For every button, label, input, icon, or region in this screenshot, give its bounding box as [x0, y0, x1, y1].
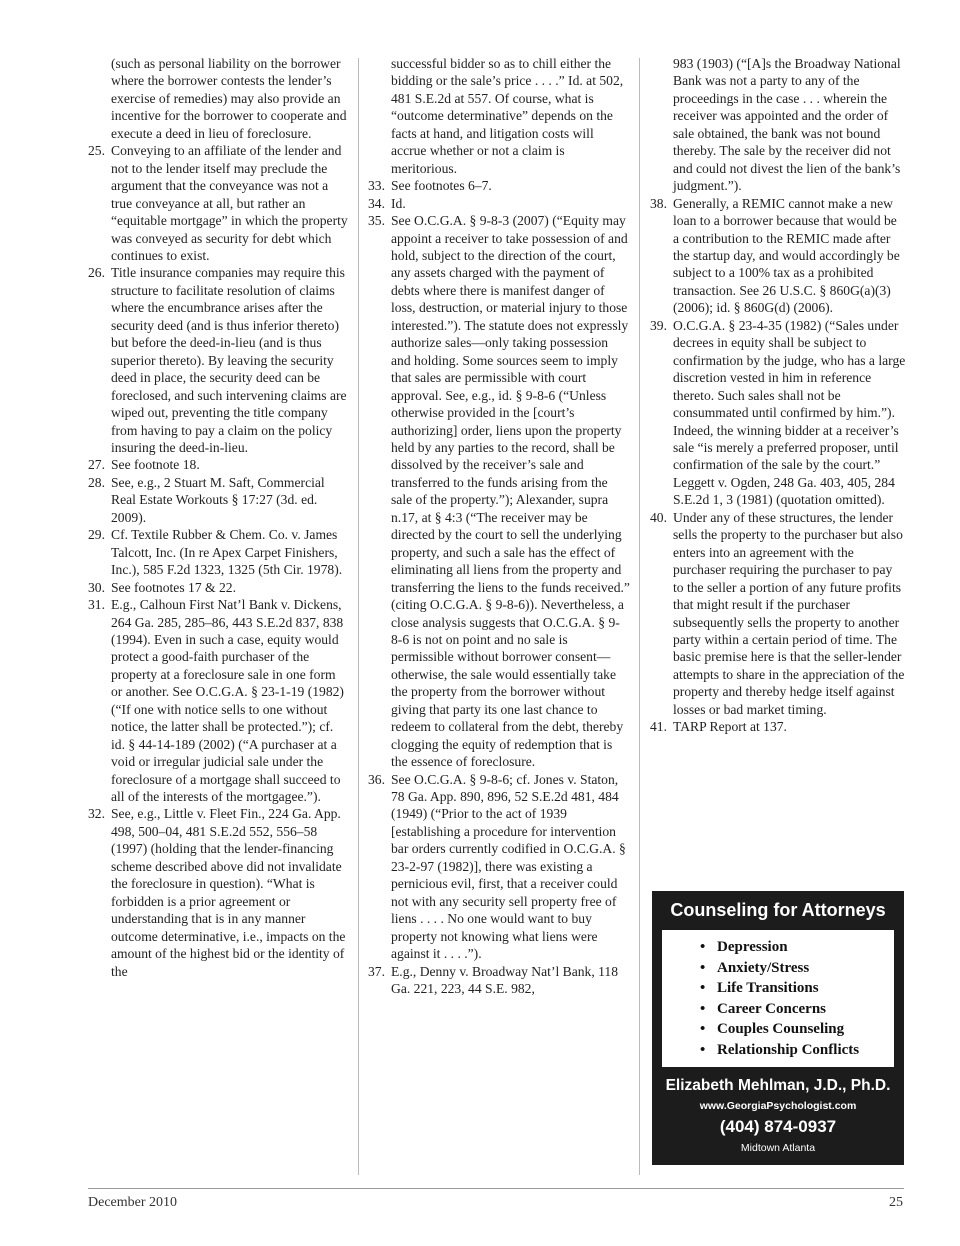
footnote-number: 30.: [88, 579, 105, 595]
ad-service-item: [700, 999, 859, 1020]
footnote-35: [368, 212, 630, 771]
footnote-number: 33.: [368, 178, 385, 194]
ad-service-item: [700, 1040, 859, 1061]
footnote-text: See footnotes 17 & 22.: [111, 579, 236, 595]
footnote-text: Id.: [391, 195, 406, 211]
ad-service-item: [700, 958, 859, 979]
counseling-advertisement: [652, 891, 904, 1165]
footnote-29: [88, 526, 350, 578]
footnote-number: 38.: [650, 195, 667, 211]
footnote-number: 25.: [88, 143, 105, 159]
ad-service-label: Relationship Conflicts: [717, 1041, 860, 1058]
ad-service-label: Life Transitions: [717, 980, 819, 997]
column-divider: [358, 58, 359, 1175]
footnote-31: [88, 596, 350, 805]
footnote-41: [650, 718, 906, 735]
footnote-text: See footnote 18.: [111, 457, 200, 473]
ad-services-list: [700, 937, 859, 1061]
footnote-30: [88, 579, 350, 596]
footnote-32: [88, 805, 350, 980]
footnote-34: [368, 195, 630, 212]
footnote-33: [368, 177, 630, 194]
footnote-40: [650, 509, 906, 718]
footnote-number: 35.: [368, 213, 385, 229]
footnote-number: 26.: [88, 265, 105, 281]
ad-service-label: Career Concerns: [717, 1000, 826, 1017]
footnote-text: O.C.G.A. § 23-4-35 (1982) (“Sales under decrees in equity shall be subject to confirmation by the judge, who has a large discretion vested in him in reference thereto. Such sales shall not be consummated until confirmed by him.”). Indeed, the winning bidder at a receiver’s sale “is merely a preferred proposer, until confirmation of the sale by the court.” Leggett v. Ogden, 248 Ga. 403, 405, 284 S.E.2d 1, 3 (1981) (quotation omitted).: [673, 317, 906, 508]
footnote-number: 40.: [650, 509, 667, 525]
footnote-number: 41.: [650, 719, 667, 735]
issue-date: December 2010: [88, 1195, 178, 1210]
ad-website: www.GeorgiaPsychologist.com: [699, 1100, 857, 1112]
ad-service-label: Couples Counseling: [717, 1021, 845, 1038]
footnote-38: [650, 195, 906, 317]
ad-phone: (404) 874-0937: [719, 1117, 837, 1136]
ad-service-label: Depression: [717, 939, 788, 955]
page-number: 25: [889, 1195, 903, 1210]
footnote-number: 39.: [650, 317, 667, 333]
footnote-36: [368, 771, 630, 963]
bullet-icon: •: [700, 980, 706, 997]
ad-counselor-name: Elizabeth Mehlman, J.D., Ph.D.: [665, 1077, 891, 1094]
bullet-icon: •: [700, 1021, 706, 1038]
footnote-number: 27.: [88, 457, 105, 473]
footnote-text: Under any of these structures, the lender sells the property to the purchaser but also enters into an agreement with the purchaser requiring the purchaser to pay to the seller a portion of any future profits that might result if the purchaser subsequently sells the property to another party within a certain period of time. The basic premise here is that the seller-lender attempts to share in the appreciation of the property and thereby hedge itself against losses or bad market timing.: [673, 509, 905, 717]
footnote-text: TARP Report at 137.: [673, 719, 787, 735]
footnote-26: [88, 264, 350, 456]
footnote-text: E.g., Calhoun First Nat’l Bank v. Dickens, 264 Ga. 285, 285–86, 443 S.E.2d 837, 838 (1994). Even in such a case, equity would protect a good-faith purchaser of the property at a foreclosure sale in one form or another. See O.C.G.A. § 23-1-19 (1982) (“If one with notice sells to one without notice, the latter shall be protected.”); cf. id. § 44-14-189 (2002) (“A purchaser at a void or irregular judicial sale under the foreclosure of a mortgage shall succeed to all of the interests of the mortgagee.”).: [111, 597, 344, 805]
footnotes-column-3: [650, 55, 906, 736]
bullet-icon: •: [700, 1000, 706, 1017]
footnote-number: 28.: [88, 474, 105, 490]
footnote-28: [88, 474, 350, 526]
footnote-number: 34.: [368, 195, 385, 211]
footnote-text: See O.C.G.A. § 9-8-3 (2007) (“Equity may appoint a receiver to take possession of and hold, subject to the direction of the court, any assets charged with the payment of debts where there is manifest danger of loss, destruction, or material injury to those interested.”). The statute does not expressly authorize sales—only taking possession and holding. Some sources seem to imply that sales are permissible with court approval. See, e.g., id. § 9-8-6 (“Unless otherwise provided in the [court’s authorizing] order, liens upon the property held by any parties to the record, shall be dissolved by the receiver’s sale and transferred to the funds arising from the sale of the property.”); Alexander, supra n.17, at § 4:3 (“The receiver may be directed by the court to sell the underlying property, and such a sale has the effect of eliminating all liens from the property and transferring the liens to the funds received.” (citing O.C.G.A. § 9-8-6)). Nevertheless, a close analysis suggests that O.C.G.A. § 9-8-6 is not on point and no sale is permissible without borrower consent—otherwise, the sale would essentially take the property from the borrower without giving that party its one last chance to redeem to collateral from the debt, thereby clogging the equity of redemption that is the essence of foreclosure.: [391, 213, 630, 770]
footnote-number: 37.: [368, 963, 385, 979]
footnote-continuation: successful bidder so as to chill either the bidding or the sale’s price . . . .” Id. at 502, 481 S.E.2d at 557. Of course, what is “outcome determinative” depends on the facts at hand, and litigation costs will accrue whether or not a claim is meritorious.: [391, 56, 624, 176]
footer-divider: [88, 1188, 904, 1189]
ad-service-item: [700, 1019, 859, 1040]
footnotes-column-2: [368, 55, 630, 997]
bullet-icon: •: [700, 959, 706, 976]
footnote-text: See O.C.G.A. § 9-8-6; cf. Jones v. Staton, 78 Ga. App. 890, 896, 52 S.E.2d 481, 484 (1949) (“Prior to the act of 1939 [establishing a procedure for intervention bar orders currently codified in O.C.G.A. § 23-2-97 (1982)], there was existing a pernicious evil, first, that a receiver could not with any security sell property free of liens . . . . No one would want to buy property not knowing what liens were against it . . . .”).: [391, 771, 626, 962]
bullet-icon: •: [700, 939, 706, 955]
ad-location: Midtown Atlanta: [740, 1142, 816, 1154]
ad-services-box: [662, 930, 894, 1067]
footnote-continuation: (such as personal liability on the borrower where the borrower contests the lender’s exercise of remedies) may also provide an incentive for the borrower to cooperate and execute a deed in lieu of foreclosure.: [111, 56, 347, 141]
footnote-text: Cf. Textile Rubber & Chem. Co. v. James Talcott, Inc. (In re Apex Carpet Finishers, Inc.), 585 F.2d 1323, 1325 (5th Cir. 1978).: [111, 527, 343, 578]
column-divider: [639, 58, 640, 1175]
footnote-text: Conveying to an affiliate of the lender and not to the lender itself may preclude the argument that the conveyance was not a true conveyance at all, but rather an “equitable mortgage” in which the property was conveyed as security for debt which continues to exist.: [111, 143, 348, 263]
ad-service-item: [700, 978, 859, 999]
bullet-icon: •: [700, 1041, 706, 1058]
footnote-number: 32.: [88, 806, 105, 822]
footnotes-column-1: [88, 55, 350, 980]
footnote-number: 29.: [88, 527, 105, 543]
footnote-text: E.g., Denny v. Broadway Nat’l Bank, 118 Ga. 221, 223, 44 S.E. 982,: [391, 963, 619, 997]
footnote-25: [88, 142, 350, 264]
footnote-text: See, e.g., Little v. Fleet Fin., 224 Ga. App. 498, 500–04, 481 S.E.2d 552, 556–58 (1997) (holding that the lender-financing scheme described above did not invalidate the foreclosure in question). “What is forbidden is a prior agreement or understanding that is in any manner outcome determinative, i.e., impacts on the amount of the highest bid or the identity of the: [111, 806, 346, 979]
ad-service-label: Anxiety/Stress: [717, 959, 810, 976]
footnote-continuation: 983 (1903) (“[A]s the Broadway National Bank was not a party to any of the proceedings in the case . . . wherein the receiver was appointed and the order of sale obtained, the bank was not bound thereby. The sale by the receiver did not and could not divest the lien of the bank’s judgment.”).: [673, 56, 901, 194]
footnote-text: See footnotes 6–7.: [391, 178, 492, 194]
footnote-text: See, e.g., 2 Stuart M. Saft, Commercial Real Estate Workouts § 17:27 (3d. ed. 2009).: [111, 474, 325, 525]
footnote-text: Title insurance companies may require this structure to facilitate resolution of claims where the encumbrance arises after the security deed (and is thus inferior thereto) but before the deed-in-lieu (and is thus superior thereto). By leaving the security deed in place, the security deed can be foreclosed, and such intervening claims are wiped out, preventing the title company from having to pay a claim on the policy insuring the deed-in-lieu.: [111, 265, 347, 455]
ad-service-item: [700, 937, 859, 958]
footnote-37: [368, 963, 630, 998]
ad-title: Counseling for Attorneys: [670, 900, 886, 920]
footnote-text: Generally, a REMIC cannot make a new loan to a borrower because that would be a contribution to the REMIC made after the startup day, and would accordingly be subject to a 100% tax as a prohibited transaction. See 26 U.S.C. § 860G(a)(3) (2006); id. § 860G(d) (2006).: [673, 195, 900, 316]
footnote-number: 31.: [88, 597, 105, 613]
footnote-39: [650, 317, 906, 509]
footnote-number: 36.: [368, 771, 385, 787]
footnote-27: [88, 456, 350, 473]
